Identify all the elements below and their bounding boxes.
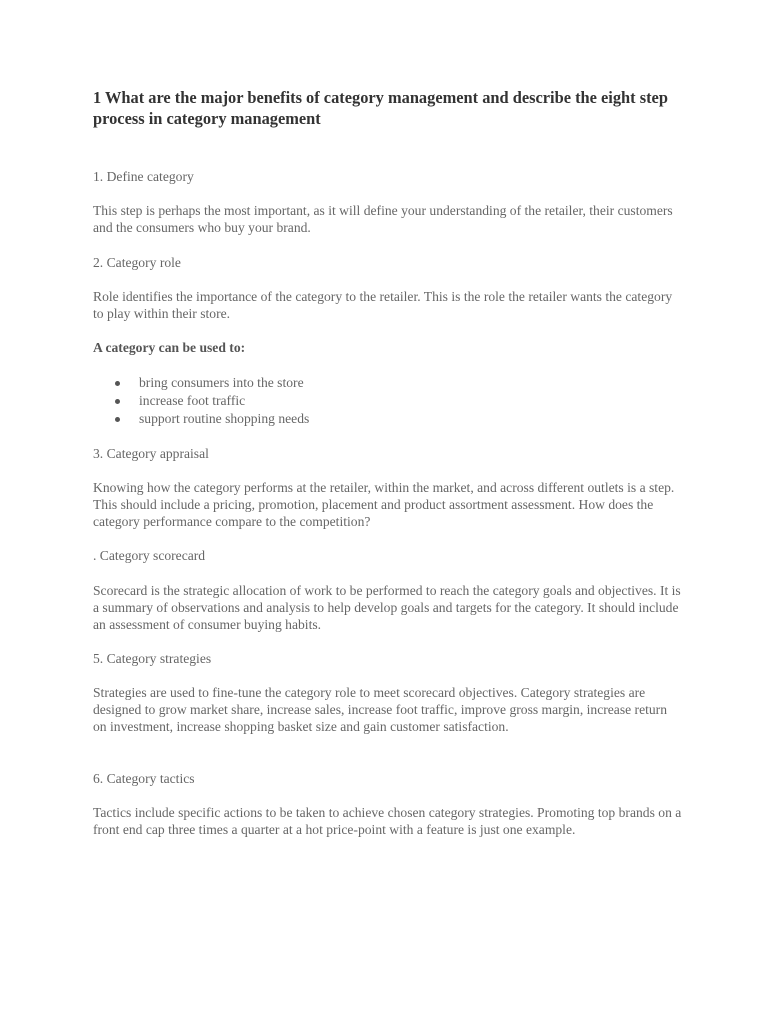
- section-paragraph-category-role: Role identifies the importance of the category to the retailer. This is the role the retailer wants the category to play within their store.: [93, 289, 673, 321]
- section-heading-category-appraisal: 3. Category appraisal: [93, 446, 209, 461]
- section-heading-category-role: 2. Category role: [93, 255, 181, 270]
- section-heading-category-strategies: 5. Category strategies: [93, 651, 212, 666]
- section-heading-category-tactics: 6. Category tactics: [93, 771, 195, 786]
- list-item: bring consumers into the store: [113, 374, 653, 392]
- list-item: support routine shopping needs: [113, 410, 653, 428]
- section-paragraph-category-appraisal: Knowing how the category performs at the retailer, within the market, and across different outlets is a step. This should include a pricing, promotion, placement and product assortment assessment. How does the category performance compare to the competition?: [93, 480, 675, 529]
- bullet-icon: [115, 417, 120, 422]
- document-title: 1 What are the major benefits of category management and describe the eight step process in category management: [93, 88, 668, 128]
- section-paragraph-category-tactics: Tactics include specific actions to be taken to achieve chosen category strategies. Promoting top brands on a front end cap three times a quarter at a hot price-point with a feature is just one example.: [93, 805, 682, 837]
- section-heading-define-category: 1. Define category: [93, 169, 194, 184]
- category-uses-list: [113, 374, 653, 428]
- section-heading-category-scorecard: . Category scorecard: [93, 548, 206, 563]
- subheading-category-uses: A category can be used to:: [93, 340, 246, 355]
- section-paragraph-category-strategies: Strategies are used to fine-tune the category role to meet scorecard objectives. Category strategies are designed to grow market share, increase sales, increase foot traffic, improve gross margin, increase return on investment, increase shopping basket size and gain customer satisfaction.: [93, 685, 667, 734]
- list-item: increase foot traffic: [113, 392, 653, 410]
- section-paragraph-category-scorecard: Scorecard is the strategic allocation of work to be performed to reach the category goals and objectives. It is a summary of observations and analysis to help develop goals and targets for the category. It should include an assessment of consumer buying habits.: [93, 583, 681, 632]
- section-paragraph-define-category: This step is perhaps the most important, as it will define your understanding of the retailer, their customers and the consumers who buy your brand.: [93, 203, 673, 235]
- bullet-icon: [115, 399, 120, 404]
- bullet-icon: [115, 381, 120, 386]
